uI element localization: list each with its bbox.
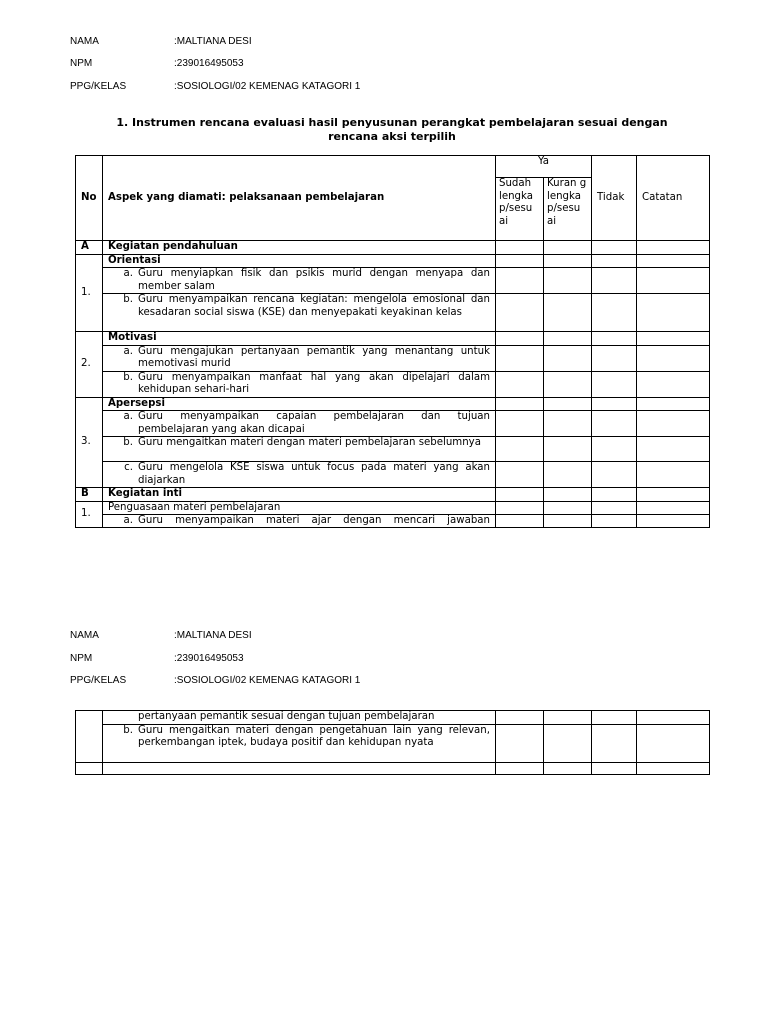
table-row xyxy=(76,501,710,515)
identity-label: PPG/KELAS xyxy=(70,675,127,686)
identity-label: NAMA xyxy=(70,36,99,47)
list-item: b. Guru mengaitkan materi dengan pengetahuan lain yang relevan, perkembangan iptek, budaya positif dan kehidupan nyata xyxy=(103,724,496,762)
list-item: c. Guru mengelola KSE siswa untuk focus pada materi yang akan diajarkan xyxy=(103,462,496,488)
list-item: b. Guru mengaitkan materi dengan materi pembelajaran sebelumnya xyxy=(103,437,496,462)
list-item: a. Guru mengajukan pertanyaan pemantik yang menantang untuk memotivasi murid xyxy=(103,345,496,371)
subsection-title: Penguasaan materi pembelajaran xyxy=(103,501,496,515)
list-item: b. Guru menyampaikan rencana kegiatan: mengelola emosional dan kesadaran social siswa (KSE) dan menyepakati keyakinan kelas xyxy=(103,294,496,332)
header-sudah: Sudah lengka p/sesu ai xyxy=(496,178,544,241)
identity-value: :239016495053 xyxy=(174,58,244,69)
identity-label: NPM xyxy=(70,58,93,69)
list-item: a. Guru menyampaikan capaian pembelajaran dan tujuan pembelajaran yang akan dicapai xyxy=(103,411,496,437)
table-row xyxy=(76,411,710,437)
item-no: 3. xyxy=(76,397,103,488)
table-row xyxy=(76,268,710,294)
table-row xyxy=(76,462,710,488)
table-row xyxy=(76,241,710,255)
section-no: B xyxy=(76,488,103,502)
evaluation-table-continued xyxy=(75,710,710,775)
table-row xyxy=(76,724,710,762)
identity-value: :SOSIOLOGI/02 KEMENAG KATAGORI 1 xyxy=(174,81,361,92)
table-row xyxy=(76,397,710,411)
list-item-continued: pertanyaan pemantik sesuai dengan tujuan pembelajaran xyxy=(103,711,496,725)
document-title: 1. Instrumen rencana evaluasi hasil penyusunan perangkat pembelajaran sesuai dengan rencana aksi terpilih xyxy=(116,116,668,143)
header-aspek: Aspek yang diamati: pelaksanaan pembelajaran xyxy=(103,156,496,241)
section-title: Kegiatan inti xyxy=(103,488,496,502)
identity-label: NAMA xyxy=(70,630,99,641)
identity-label: PPG/KELAS xyxy=(70,81,127,92)
table-row xyxy=(76,515,710,528)
header-tidak: Tidak xyxy=(592,156,637,241)
table-row xyxy=(76,345,710,371)
subsection-title: Orientasi xyxy=(103,254,496,268)
table-row xyxy=(76,254,710,268)
list-item: a. Guru menyampaikan materi ajar dengan mencari jawaban xyxy=(103,515,496,528)
table-row xyxy=(76,294,710,332)
header-kurang: Kuran g lengka p/sesu ai xyxy=(544,178,592,241)
evaluation-table xyxy=(75,155,710,528)
table-row xyxy=(76,332,710,346)
header-ya: Ya xyxy=(496,156,592,178)
list-item: b. Guru menyampaikan manfaat hal yang akan dipelajari dalam kehidupan sehari-hari xyxy=(103,371,496,397)
table-row xyxy=(76,762,710,774)
table-row xyxy=(76,371,710,397)
item-no: 1. xyxy=(76,254,103,332)
section-no: A xyxy=(76,241,103,255)
subsection-title: Apersepsi xyxy=(103,397,496,411)
table-row xyxy=(76,488,710,502)
identity-value: :MALTIANA DESI xyxy=(174,36,252,47)
identity-value: :SOSIOLOGI/02 KEMENAG KATAGORI 1 xyxy=(174,675,361,686)
identity-label: NPM xyxy=(70,653,93,664)
identity-value: :MALTIANA DESI xyxy=(174,630,252,641)
table-row xyxy=(76,711,710,725)
identity-value: :239016495053 xyxy=(174,653,244,664)
header-no: No xyxy=(76,156,103,241)
item-no: 1. xyxy=(76,501,103,528)
item-no: 2. xyxy=(76,332,103,398)
header-catatan: Catatan xyxy=(637,156,710,241)
table-row xyxy=(76,437,710,462)
subsection-title: Motivasi xyxy=(103,332,496,346)
section-title: Kegiatan pendahuluan xyxy=(103,241,496,255)
list-item: a. Guru menyiapkan fisik dan psikis murid dengan menyapa dan member salam xyxy=(103,268,496,294)
